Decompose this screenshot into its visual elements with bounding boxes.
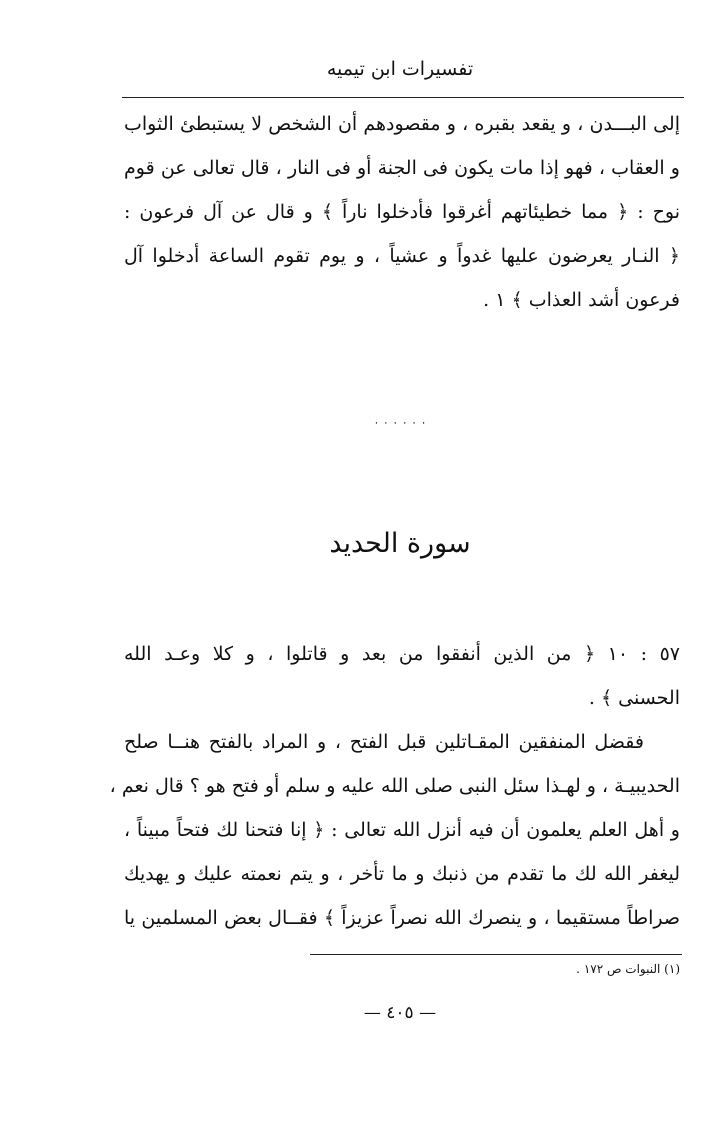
- footnote: (١) النبوات ص ١٧٢ .: [576, 962, 680, 976]
- page-number: — ٤٠٥ —: [363, 1003, 437, 1023]
- footnote-rule: [310, 954, 682, 955]
- text-line: صراطاً مستقيما ، و ينصرك الله نصراً عزيزاً ﴾ فقــال بعض المسلمين يا: [124, 907, 680, 929]
- text-line: الحديبيـة ، و لهـذا سئل النبى صلى الله عليه و سلم أو فتح هو ؟ قال نعم ،: [109, 775, 680, 797]
- text-line: فرعون أشد العذاب ﴾ ١ .: [483, 289, 680, 311]
- text-line: ﴿ النـار يعرضون عليها غدواً و عشياً ، و يوم تقوم الساعة أدخلوا آل: [124, 245, 680, 267]
- surah-title: سورة الحديد: [329, 528, 471, 559]
- text-line: فقضل المنفقين المقـاتلين قبل الفتح ، و المراد بالفتح هنــا صلح: [124, 731, 644, 753]
- text-line: ليغفر الله لك ما تقدم من ذنبك و ما تأخر ، و يتم نعمته عليك و يهديك: [124, 863, 680, 885]
- text-line: ٥٧ : ١٠ ﴿ من الذين أنفقوا من بعد و قاتلوا ، و كلا وعـد الله: [124, 643, 680, 665]
- text-line: و العقاب ، فهو إذا مات يكون فى الجنة أو فى النار ، قال تعالى عن قوم: [124, 157, 680, 179]
- running-header: تفسيرات ابن تيميه: [326, 58, 474, 80]
- commentary-paragraph: [109, 720, 680, 940]
- text-line: و أهل العلم يعلمون أن فيه أنزل الله تعالى : ﴿ إنا فتحنا لك فتحاً مبيناً ،: [124, 819, 680, 841]
- verse-reference: [124, 632, 680, 720]
- section-separator: ٠ ٠ ٠ ٠ ٠ ٠: [373, 416, 427, 429]
- text-line: الحسنى ﴾ .: [588, 687, 680, 709]
- text-line: إلى البـــدن ، و يقعد بقبره ، و مقصودهم أن الشخص لا يستبطئ الثواب: [124, 113, 680, 135]
- header-rule: [122, 97, 684, 98]
- top-paragraph: [124, 102, 680, 322]
- text-line: نوح : ﴿ مما خطيئاتهم أغرقوا فأدخلوا ناراً ﴾ و قال عن آل فرعون :: [124, 201, 680, 223]
